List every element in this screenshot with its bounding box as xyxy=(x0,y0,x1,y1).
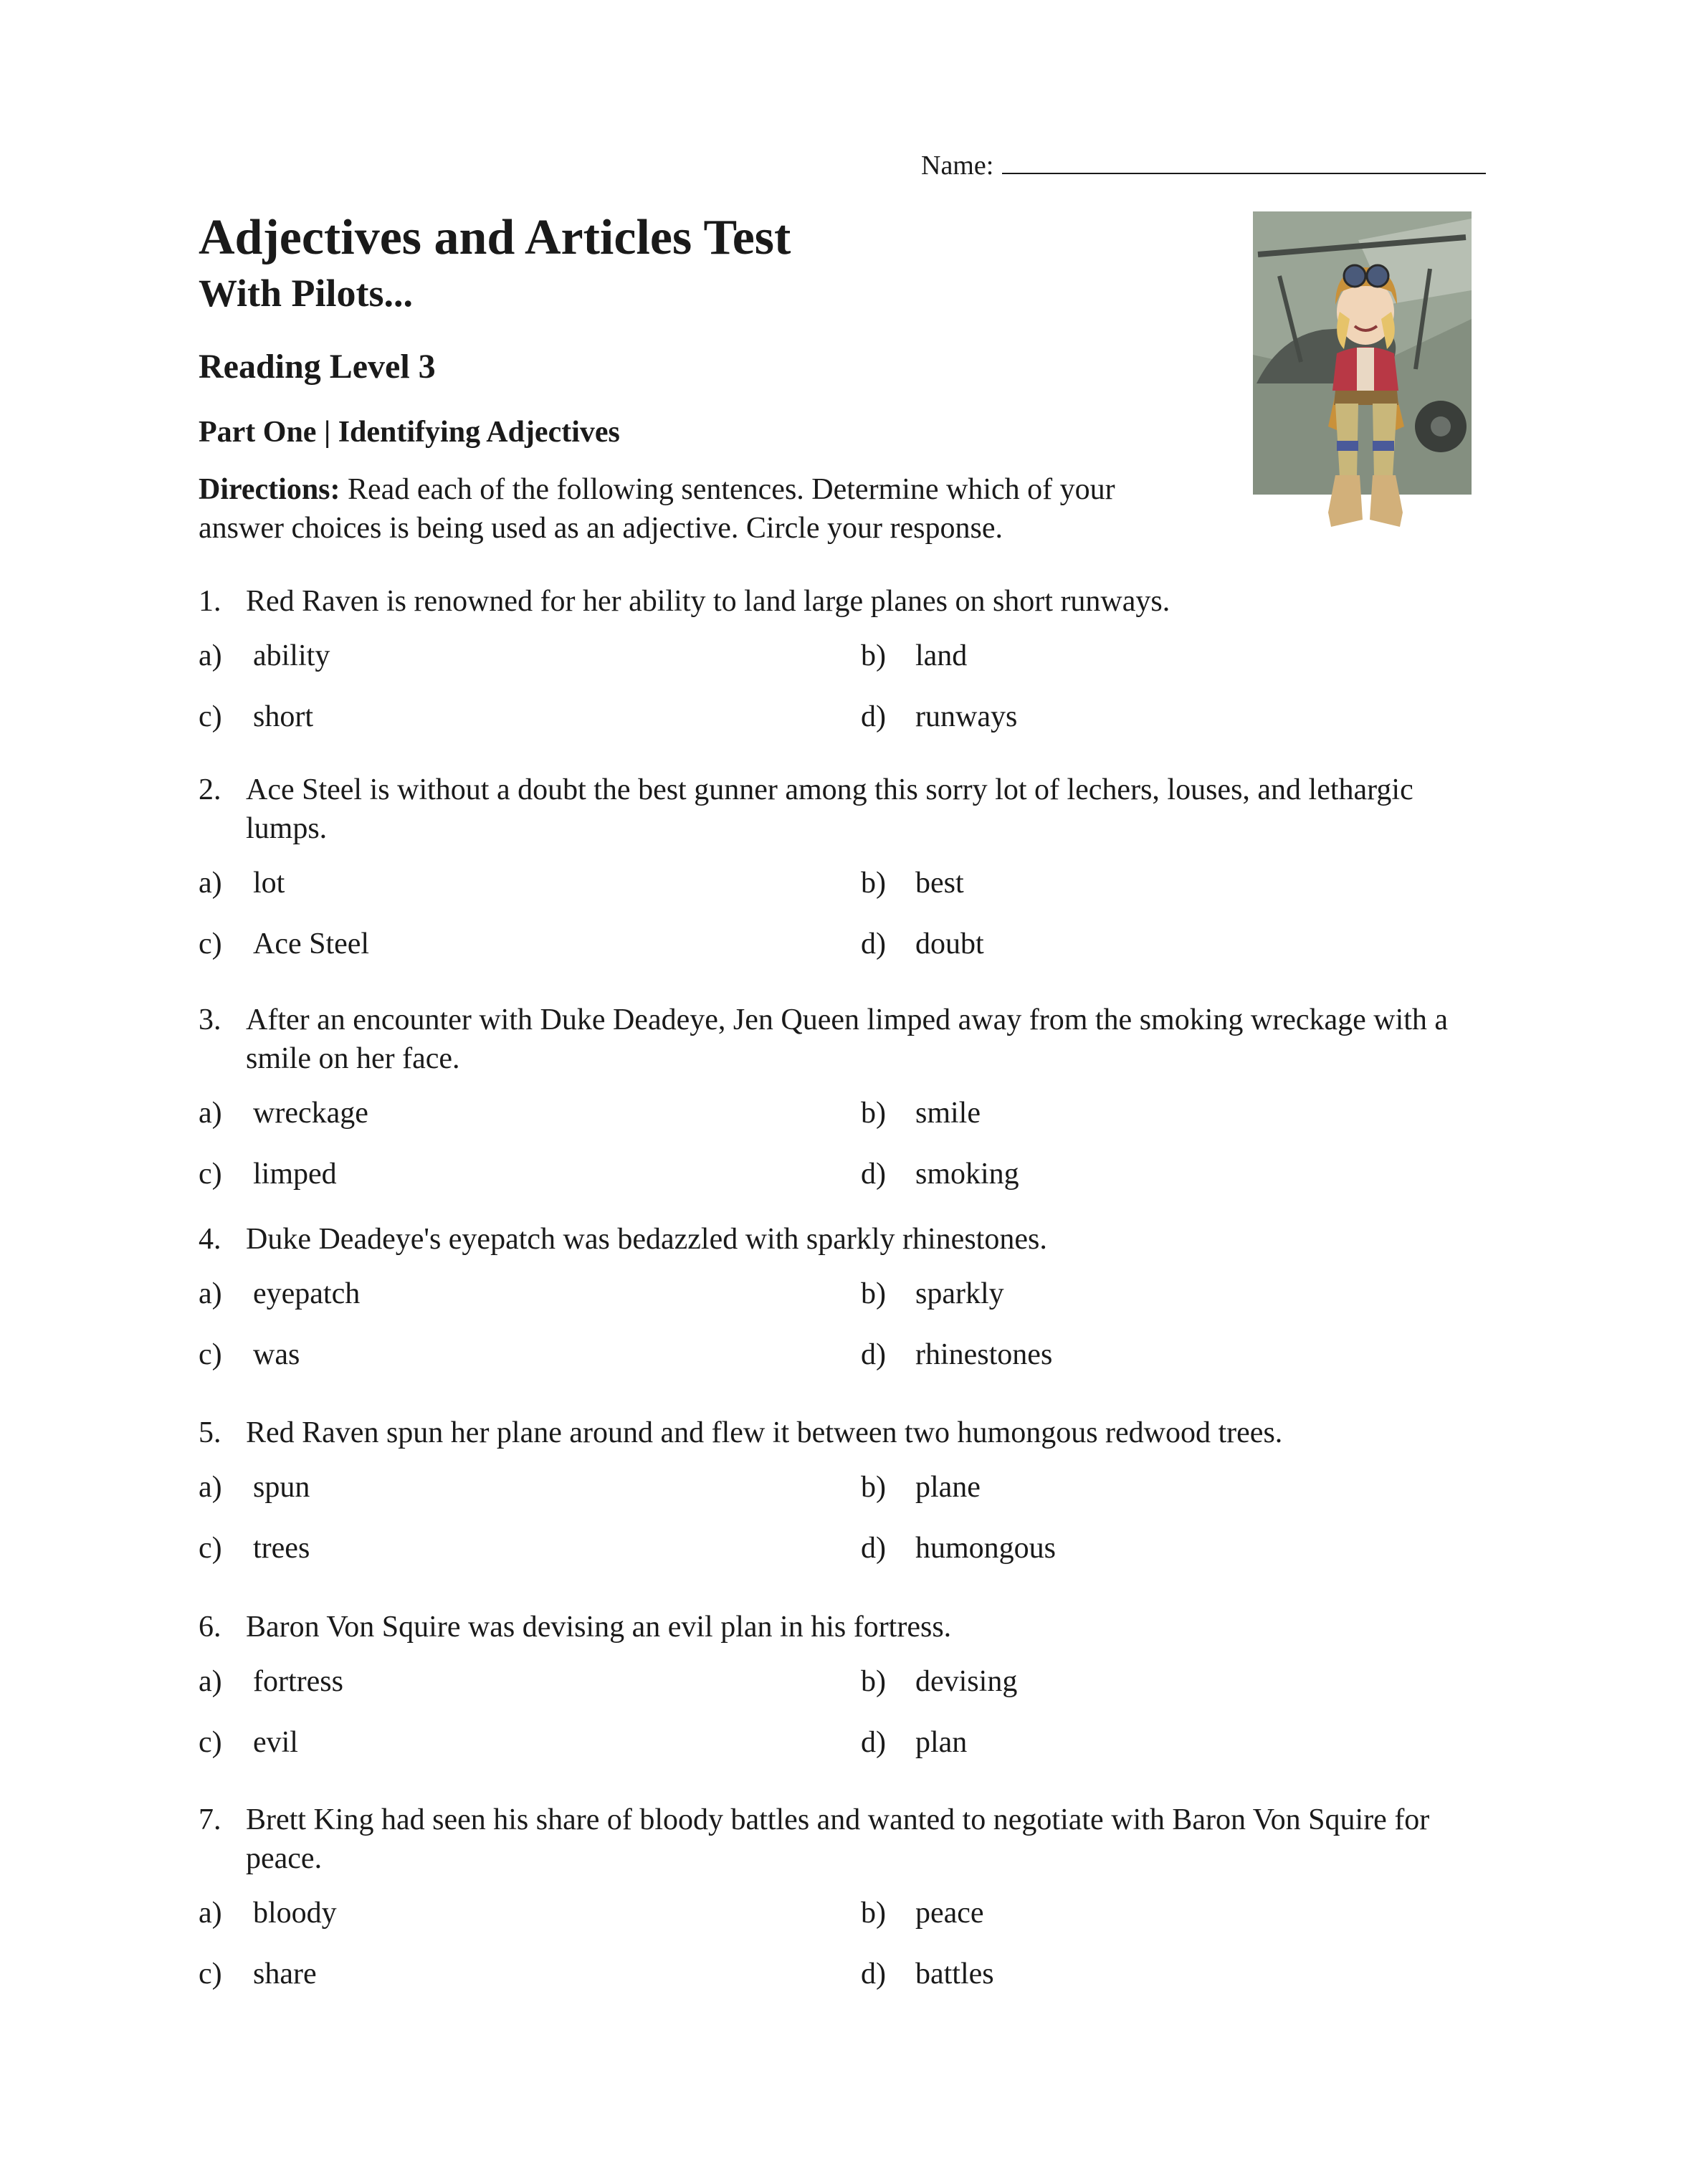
question-6 xyxy=(199,1608,1489,1759)
choice-b[interactable] xyxy=(861,1094,981,1132)
choice-text: plan xyxy=(915,1726,968,1759)
choice-b[interactable] xyxy=(861,1662,1017,1701)
choice-b[interactable] xyxy=(861,1894,984,1932)
choice-letter: c) xyxy=(199,1338,222,1371)
question-2 xyxy=(199,771,1489,960)
question-4 xyxy=(199,1220,1489,1371)
question-sentence: Duke Deadeye's eyepatch was bedazzled with sparkly rhinestones. xyxy=(246,1223,1047,1256)
question-sentence: Brett King had seen his share of bloody battles and wanted to negotiate with Baron Von Squire for peace. xyxy=(246,1803,1430,1875)
choice-c[interactable] xyxy=(199,925,369,963)
choice-a[interactable] xyxy=(199,1662,343,1701)
choice-letter: b) xyxy=(861,1471,886,1504)
choice-c[interactable] xyxy=(199,1723,298,1762)
page-subtitle: With Pilots... xyxy=(199,272,414,315)
question-number: 4. xyxy=(199,1223,221,1256)
choice-letter: d) xyxy=(861,1726,886,1759)
question-text xyxy=(199,771,1489,848)
choice-text: land xyxy=(915,639,968,672)
choice-letter: c) xyxy=(199,1726,222,1759)
choice-letter: d) xyxy=(861,700,886,733)
page-title: Adjectives and Articles Test xyxy=(199,210,791,265)
question-number: 5. xyxy=(199,1416,221,1449)
choice-d[interactable] xyxy=(861,1335,1052,1374)
choice-c[interactable] xyxy=(199,1335,300,1374)
choice-text: wreckage xyxy=(253,1097,368,1130)
choice-text: share xyxy=(253,1958,317,1990)
choice-letter: a) xyxy=(199,1665,222,1698)
choice-letter: c) xyxy=(199,1158,222,1191)
choice-letter: d) xyxy=(861,1532,886,1565)
question-text xyxy=(199,1220,1489,1259)
choice-letter: b) xyxy=(861,639,886,672)
choice-letter: d) xyxy=(861,1958,886,1990)
choice-a[interactable] xyxy=(199,1468,310,1507)
choice-text: runways xyxy=(915,700,1018,733)
choice-text: rhinestones xyxy=(915,1338,1053,1371)
choice-text: battles xyxy=(915,1958,994,1990)
choice-text: ability xyxy=(253,639,330,672)
question-text xyxy=(199,582,1489,621)
directions-text: Read each of the following sentences. Determine which of your answer choices is being used as an adjective. Circle your response. xyxy=(199,473,1115,545)
question-sentence: Ace Steel is without a doubt the best gunner among this sorry lot of lechers, louses, and lethargic lumps. xyxy=(246,773,1413,845)
choice-text: smile xyxy=(915,1097,981,1130)
choice-letter: c) xyxy=(199,1532,222,1565)
choice-text: smoking xyxy=(915,1158,1019,1191)
choice-text: limped xyxy=(253,1158,337,1191)
choice-text: Ace Steel xyxy=(253,928,370,960)
question-1 xyxy=(199,582,1489,733)
question-number: 2. xyxy=(199,773,221,806)
choice-text: evil xyxy=(253,1726,298,1759)
question-sentence: After an encounter with Duke Deadeye, Jen Queen limped away from the smoking wreckage with a smile on her face. xyxy=(246,1003,1449,1075)
choice-text: best xyxy=(915,867,964,900)
choice-letter: b) xyxy=(861,1277,886,1310)
choice-a[interactable] xyxy=(199,1094,368,1132)
question-3 xyxy=(199,1001,1489,1191)
choice-b[interactable] xyxy=(861,864,964,902)
choice-d[interactable] xyxy=(861,925,984,963)
reading-level-heading: Reading Level 3 xyxy=(199,348,436,386)
question-number: 7. xyxy=(199,1803,221,1836)
choice-a[interactable] xyxy=(199,864,285,902)
choice-text: plane xyxy=(915,1471,981,1504)
choice-text: devising xyxy=(915,1665,1018,1698)
choice-letter: d) xyxy=(861,928,886,960)
choice-c[interactable] xyxy=(199,1155,337,1193)
directions-label: Directions: xyxy=(199,473,340,506)
choice-d[interactable] xyxy=(861,1529,1056,1568)
choice-text: spun xyxy=(253,1471,310,1504)
choice-text: peace xyxy=(915,1897,984,1930)
choice-text: sparkly xyxy=(915,1277,1004,1310)
choice-d[interactable] xyxy=(861,1155,1019,1193)
choice-text: lot xyxy=(253,867,285,900)
choice-letter: b) xyxy=(861,867,886,900)
choice-text: fortress xyxy=(253,1665,343,1698)
question-text xyxy=(199,1001,1489,1078)
choice-letter: c) xyxy=(199,1958,222,1990)
choice-letter: b) xyxy=(861,1097,886,1130)
choice-text: doubt xyxy=(915,928,984,960)
choice-a[interactable] xyxy=(199,1894,337,1932)
choice-c[interactable] xyxy=(199,1529,310,1568)
choice-letter: a) xyxy=(199,1897,222,1930)
choice-d[interactable] xyxy=(861,697,1017,736)
choice-a[interactable] xyxy=(199,636,330,675)
directions xyxy=(199,470,1188,548)
choice-letter: d) xyxy=(861,1158,886,1191)
choice-d[interactable] xyxy=(861,1955,994,1993)
question-number: 1. xyxy=(199,585,221,618)
choice-letter: c) xyxy=(199,928,222,960)
choice-text: was xyxy=(253,1338,300,1371)
question-text xyxy=(199,1413,1489,1452)
name-field[interactable] xyxy=(921,147,1486,183)
part-heading: Part One | Identifying Adjectives xyxy=(199,416,620,449)
pilot-illustration xyxy=(1251,211,1477,538)
question-sentence: Red Raven is renowned for her ability to land large planes on short runways. xyxy=(246,585,1170,618)
choice-text: trees xyxy=(253,1532,310,1565)
choice-letter: b) xyxy=(861,1897,886,1930)
choice-c[interactable] xyxy=(199,1955,317,1993)
choice-letter: d) xyxy=(861,1338,886,1371)
choice-a[interactable] xyxy=(199,1274,360,1313)
question-number: 6. xyxy=(199,1611,221,1644)
question-5 xyxy=(199,1413,1489,1565)
choice-text: humongous xyxy=(915,1532,1057,1565)
choice-text: short xyxy=(253,700,313,733)
question-number: 3. xyxy=(199,1003,221,1036)
question-text xyxy=(199,1608,1489,1646)
choice-d[interactable] xyxy=(861,1723,967,1762)
choice-b[interactable] xyxy=(861,1468,981,1507)
question-7 xyxy=(199,1801,1489,1990)
choice-letter: a) xyxy=(199,1097,222,1130)
choice-letter: b) xyxy=(861,1665,886,1698)
question-sentence: Baron Von Squire was devising an evil plan in his fortress. xyxy=(246,1611,952,1644)
name-blank-line[interactable] xyxy=(1002,147,1486,174)
question-text xyxy=(199,1801,1489,1878)
name-label: Name: xyxy=(921,151,994,181)
choice-letter: a) xyxy=(199,1471,222,1504)
choice-letter: a) xyxy=(199,639,222,672)
choice-text: bloody xyxy=(253,1897,337,1930)
choice-text: eyepatch xyxy=(253,1277,361,1310)
choice-letter: a) xyxy=(199,1277,222,1310)
choice-c[interactable] xyxy=(199,697,313,736)
choice-letter: c) xyxy=(199,700,222,733)
choice-b[interactable] xyxy=(861,636,967,675)
choice-b[interactable] xyxy=(861,1274,1004,1313)
question-sentence: Red Raven spun her plane around and flew it between two humongous redwood trees. xyxy=(246,1416,1283,1449)
choice-letter: a) xyxy=(199,867,222,900)
